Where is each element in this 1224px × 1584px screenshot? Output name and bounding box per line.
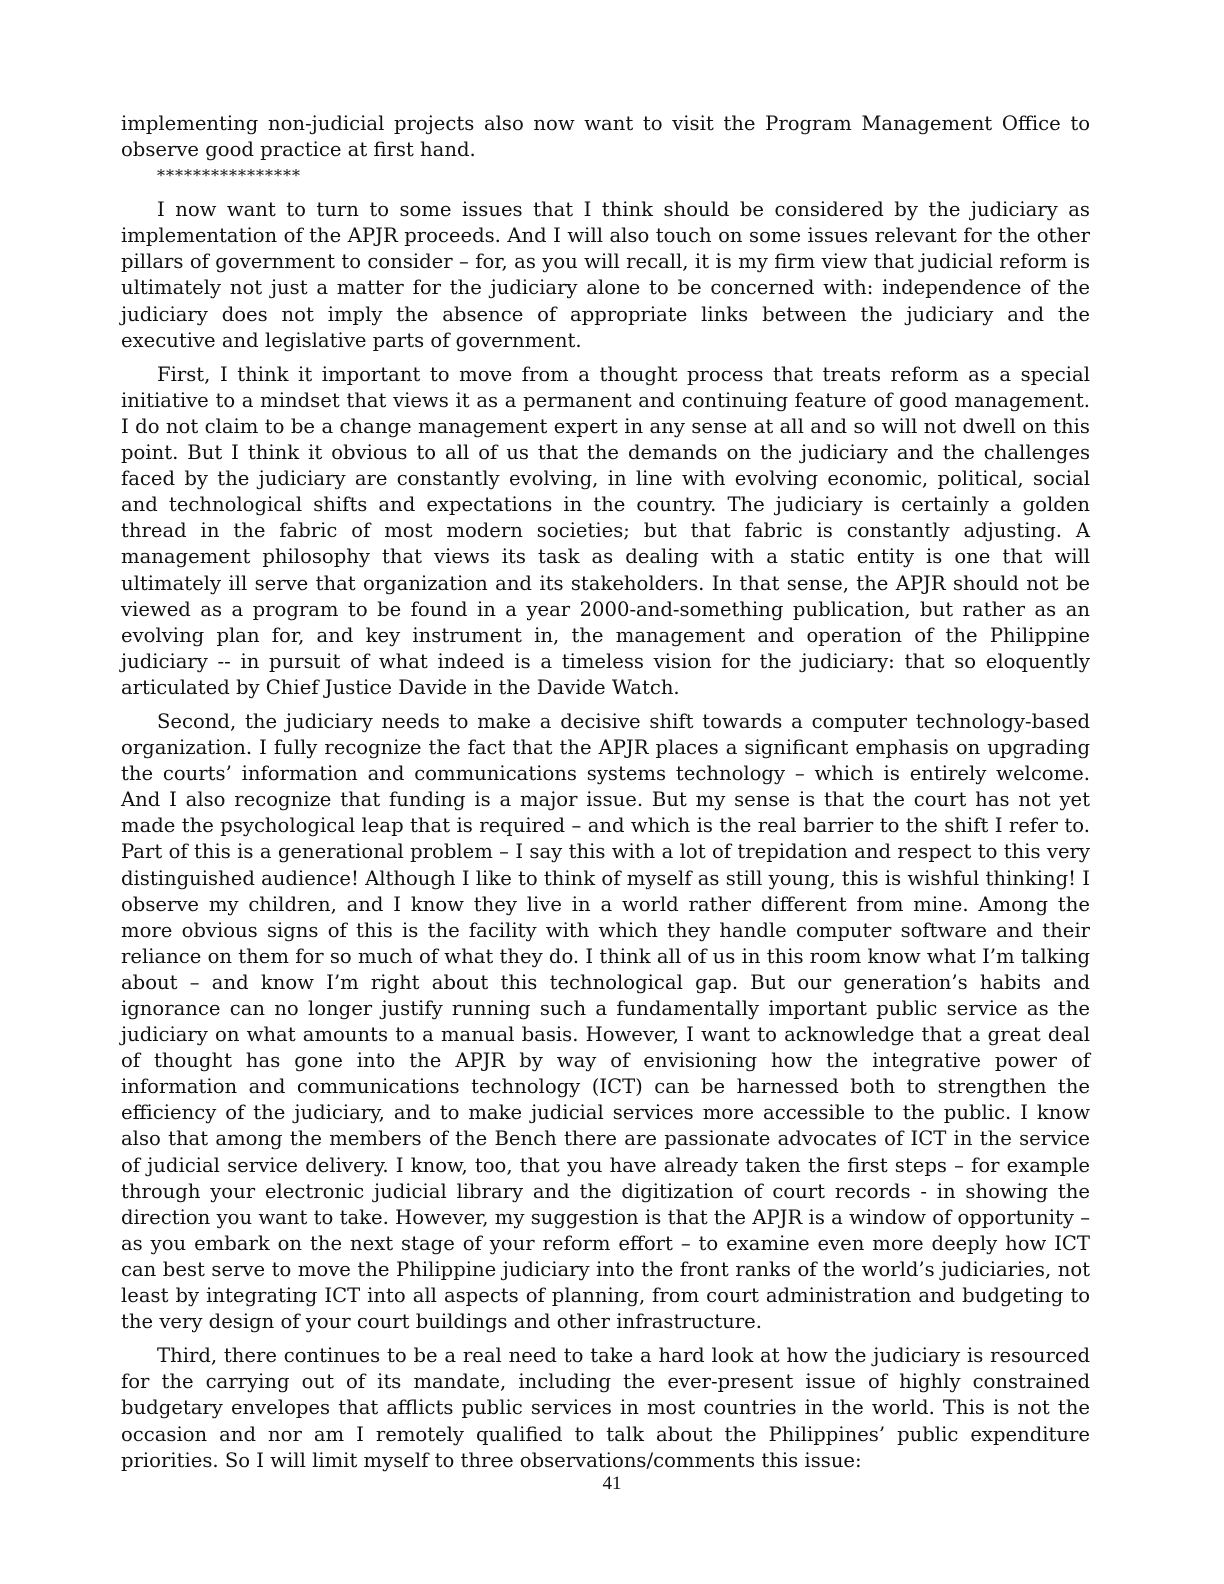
page-body <box>121 111 1090 1474</box>
section-separator: **************** <box>157 166 301 186</box>
paragraph-second-point: Second, the judiciary needs to make a decisive shift towards a computer technology-based organization. I fully recognize the fact that the APJR places a significant emphasis on upgrading the courts’ information and communications systems technology – which is entirely welcome. And I also recognize that funding is a major issue. But my sense is that the court has not yet made the psychological leap that is required – and which is the real barrier to the shift I refer to. Part of this is a generational problem – I say this with a lot of trepidation and respect to this very distinguished audience! Although I like to think of myself as still young, this is wishful thinking! I observe my children, and I know they live in a world rather different from mine. Among the more obvious signs of this is the facility with which they handle computer software and their reliance on them for so much of what they do. I think all of us in this room know what I’m talking about – and know I’m right about this technological gap. But our generation’s habits and ignorance can no longer justify running such a fundamentally important public service as the judiciary on what amounts to a manual basis. However, I want to acknowledge that a great deal of thought has gone into the APJR by way of envisioning how the integrative power of information and communications technology (ICT) can be harnessed both to strengthen the efficiency of the judiciary, and to make judicial services more accessible to the public. I know also that among the members of the Bench there are passionate advocates of ICT in the service of judicial service delivery. I know, too, that you have already taken the first steps – for example through your electronic judicial library and the digitization of court records - in showing the direction you want to take. However, my suggestion is that the APJR is a window of opportunity – as you embark on the next stage of your reform effort – to examine even more deeply how ICT can best serve to move the Philippine judiciary into the front ranks of the world’s judiciaries, not least by integrating ICT into all aspects of planning, from court administration and budgeting to the very design of your court buildings and other infrastructure. <box>121 709 1090 1334</box>
paragraph-first-point: First, I think it important to move from a thought process that treats reform as a special initiative to a mindset that views it as a permanent and continuing feature of good management. I do not claim to be a change management expert in any sense at all and so will not dwell on this point. But I think it obvious to all of us that the demands on the judiciary and the challenges faced by the judiciary are constantly evolving, in line with evolving economic, political, social and technological shifts and expectations in the country. The judiciary is certainly a golden thread in the fabric of most modern societies; but that fabric is constantly adjusting. A management philosophy that views its task as dealing with a static entity is one that will ultimately ill serve that organization and its stakeholders. In that sense, the APJR should not be viewed as a program to be found in a year 2000-and-something publication, but rather as an evolving plan for, and key instrument in, the management and operation of the Philippine judiciary -- in pursuit of what indeed is a timeless vision for the judiciary: that so eloquently articulated by Chief Justice Davide in the Davide Watch. <box>121 362 1090 699</box>
paragraph-continuation: implementing non-judicial projects also now want to visit the Program Management Office to observe good practice at first hand. <box>121 112 1090 162</box>
paragraph-third-point: Third, there continues to be a real need to take a hard look at how the judiciary is resourced for the carrying out of its mandate, including the ever-present issue of highly constrained budgetary envelopes that afflicts public services in most countries in the world. This is not the occasion and nor am I remotely qualified to talk about the Philippines’ public expenditure priorities. So I will limit myself to three observations/comments this issue: <box>121 1344 1090 1472</box>
page-number: 41 <box>602 1473 622 1494</box>
paragraph-intro: I now want to turn to some issues that I think should be considered by the judiciary as implementation of the APJR proceeds. And I will also touch on some issues relevant for the other pillars of government to consider – for, as you will recall, it is my firm view that judicial reform is ultimately not just a matter for the judiciary alone to be concerned with: independence of the judiciary does not imply the absence of appropriate links between the judiciary and the executive and legislative parts of government. <box>121 198 1090 352</box>
